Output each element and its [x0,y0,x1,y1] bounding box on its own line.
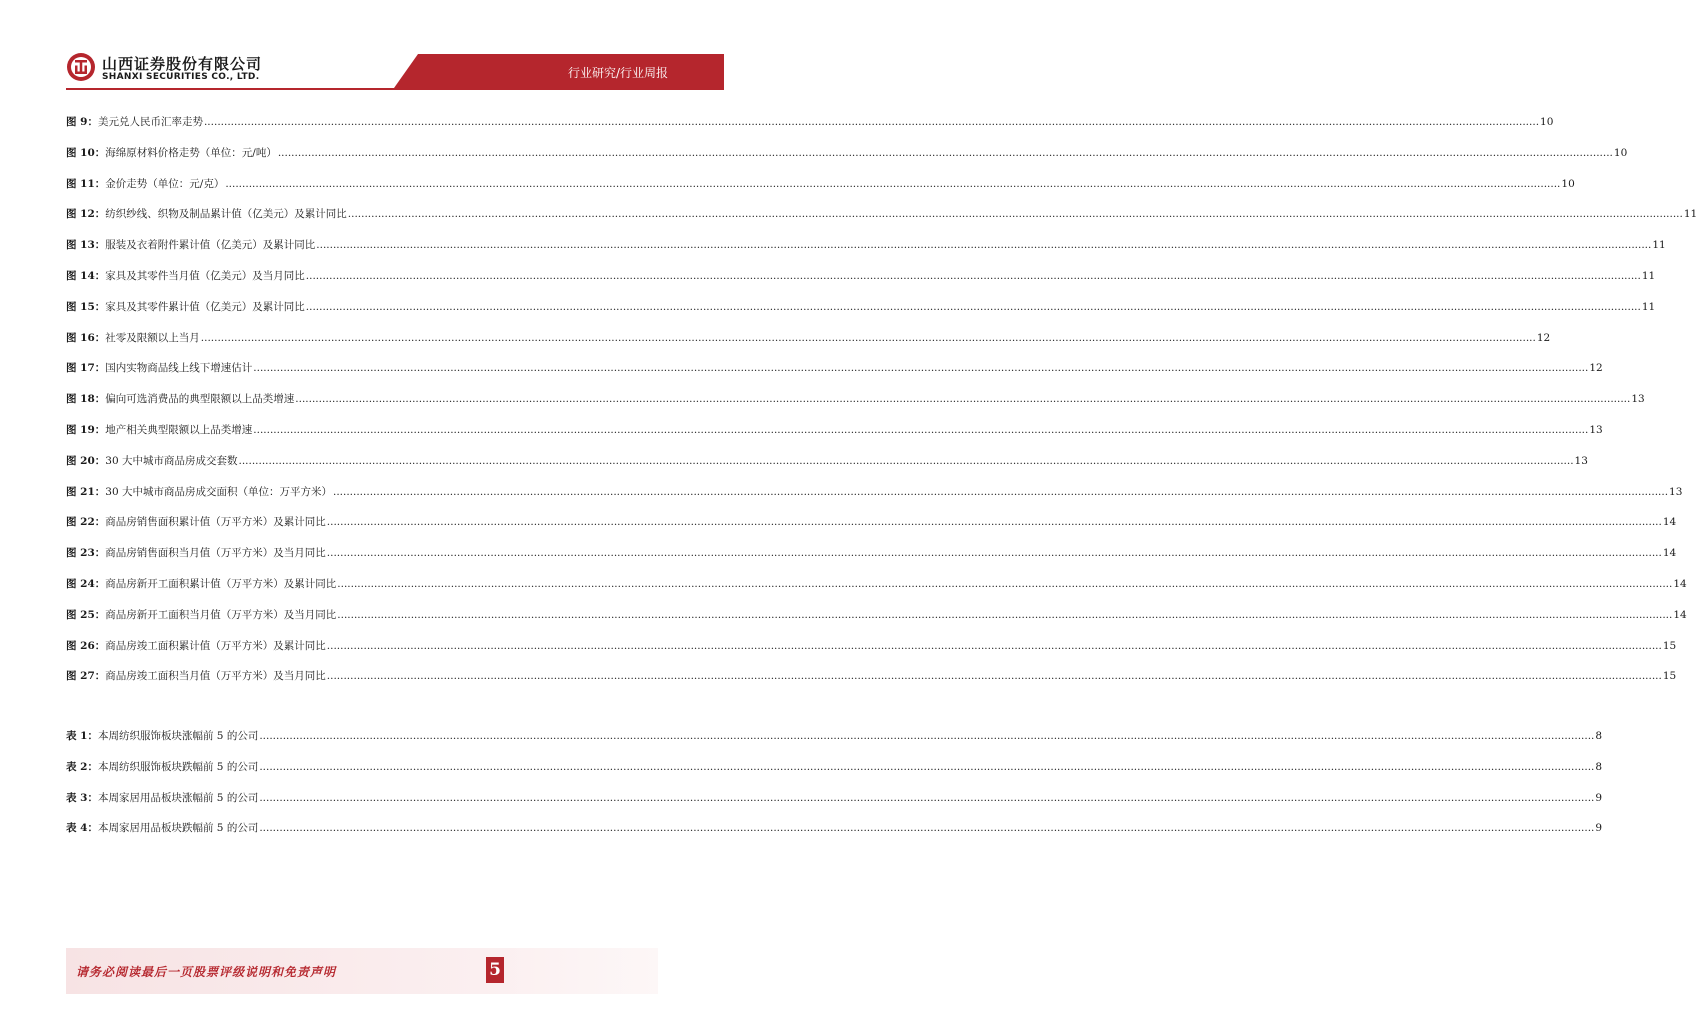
table-entry-label: 表 3： [66,792,98,804]
dot-leader: ................................................................................................................................................................................................................................................................................................................................................................................................................ [326,640,1662,652]
figure-entry-label: 图 23： [66,547,106,559]
figure-entry-label: 图 14： [66,270,106,282]
table-entry-title: 本周家居用品板块跌幅前 5 的公司 [97,822,259,834]
figure-entry-label: 图 22： [66,516,106,528]
page-header [0,0,724,110]
figure-entry-label: 图 25： [66,609,106,621]
figure-entry-title: 海绵原材料价格走势（单位：元/吨） [105,147,277,159]
page-footer [0,948,724,994]
figure-entry-title: 商品房销售面积当月值（万平方米）及当月同比 [105,547,326,559]
figure-entry-label: 图 26： [66,640,106,652]
figure-entry-page: 11 [1641,301,1656,313]
dot-leader: ................................................................................................................................................................................................................................................................................................................................................................................................................ [259,761,1595,773]
figure-entry-page: 14 [1662,547,1677,559]
company-name-en: SHANXI SECURITIES CO., LTD. [102,72,260,82]
figure-entry-label: 图 10： [66,147,106,159]
table-entry[interactable] [66,726,1603,746]
figure-entry-title: 服装及衣着附件累计值（亿美元）及累计同比 [105,239,316,251]
dot-leader: ................................................................................................................................................................................................................................................................................................................................................................................................................ [277,147,1613,159]
figure-entry[interactable] [66,112,1554,132]
figure-entry[interactable] [66,512,1677,532]
figure-entry-label: 图 19： [66,424,106,436]
dot-leader: ................................................................................................................................................................................................................................................................................................................................................................................................................ [200,332,1536,344]
figure-entry-label: 图 11： [66,178,106,190]
figure-entry-title: 偏向可选消费品的典型限额以上品类增速 [105,393,295,405]
figure-entry[interactable] [66,666,1677,686]
table-entry-page: 8 [1595,761,1603,773]
figure-entry-title: 商品房销售面积累计值（万平方米）及累计同比 [105,516,326,528]
report-type: 行业研究/行业周报 [567,66,668,80]
dot-leader: ................................................................................................................................................................................................................................................................................................................................................................................................................ [238,455,1574,467]
table-entry[interactable] [66,818,1603,838]
figure-entry-title: 美元兑人民币汇率走势 [97,116,203,128]
dot-leader: ................................................................................................................................................................................................................................................................................................................................................................................................................ [326,547,1662,559]
dot-leader: ................................................................................................................................................................................................................................................................................................................................................................................................................ [326,516,1662,528]
figure-entry[interactable] [66,266,1656,286]
dot-leader: ................................................................................................................................................................................................................................................................................................................................................................................................................ [347,208,1683,220]
dot-leader: ................................................................................................................................................................................................................................................................................................................................................................................................................ [253,424,1589,436]
figure-entry-page: 14 [1673,578,1687,590]
dot-leader: ................................................................................................................................................................................................................................................................................................................................................................................................................ [253,362,1589,374]
figure-entry-title: 30 大中城市商品房成交面积（单位：万平方米） [105,486,332,498]
figure-entry-page: 13 [1589,424,1603,436]
figure-entry-title: 商品房新开工面积当月值（万平方米）及当月同比 [105,609,337,621]
header-ribbon [394,54,724,88]
figure-entry-label: 图 12： [66,208,106,220]
figure-entry-title: 纺织纱线、织物及制品累计值（亿美元）及累计同比 [105,208,347,220]
figure-entry[interactable] [66,636,1677,656]
dot-leader: ................................................................................................................................................................................................................................................................................................................................................................................................................ [337,578,1673,590]
figure-entry-page: 13 [1631,393,1645,405]
figure-entry-title: 家具及其零件当月值（亿美元）及当月同比 [105,270,305,282]
figure-entry-page: 12 [1536,332,1551,344]
figure-entry-page: 14 [1673,609,1687,621]
figure-entry-title: 商品房新开工面积累计值（万平方米）及累计同比 [105,578,337,590]
figure-entry-label: 图 9： [66,116,98,128]
dot-leader: ................................................................................................................................................................................................................................................................................................................................................................................................................ [305,270,1641,282]
figure-entry-title: 家具及其零件累计值（亿美元）及累计同比 [105,301,305,313]
figure-entry[interactable] [66,204,1697,224]
figure-entry-label: 图 21： [66,486,106,498]
figure-entry-page: 14 [1662,516,1677,528]
dot-leader: ................................................................................................................................................................................................................................................................................................................................................................................................................ [225,178,1561,190]
table-entry[interactable] [66,788,1603,808]
table-entry-label: 表 2： [66,761,98,773]
figure-entry-page: 11 [1652,239,1666,251]
table-entry-label: 表 1： [66,730,98,742]
figure-entry-page: 15 [1662,640,1677,652]
figure-entry-page: 10 [1540,116,1554,128]
figure-entry-label: 图 17： [66,362,106,374]
figure-entry-page: 11 [1641,270,1656,282]
figure-entry[interactable] [66,543,1677,563]
dot-leader: ................................................................................................................................................................................................................................................................................................................................................................................................................ [203,116,1540,128]
figure-entry[interactable] [66,297,1656,317]
figure-entry-page: 10 [1561,178,1575,190]
figure-entry[interactable] [66,389,1645,409]
figure-entry-title: 国内实物商品线上线下增速估计 [105,362,253,374]
table-entry-title: 本周纺织服饰板块涨幅前 5 的公司 [97,730,259,742]
header-divider [66,88,724,90]
figure-entry-label: 图 15： [66,301,106,313]
figure-entry-title: 30 大中城市商品房成交套数 [105,455,238,467]
table-entry-title: 本周家居用品板块涨幅前 5 的公司 [97,792,259,804]
figure-entry[interactable] [66,235,1666,255]
page-number: 5 [486,957,504,983]
figure-entry-label: 图 18： [66,393,106,405]
figure-entry-page: 10 [1613,147,1628,159]
figure-entry-title: 金价走势（单位：元/克） [105,178,225,190]
dot-leader: ................................................................................................................................................................................................................................................................................................................................................................................................................ [259,730,1595,742]
figure-entry[interactable] [66,143,1628,163]
figure-entry[interactable] [66,358,1603,378]
table-entry-label: 表 4： [66,822,98,834]
dot-leader: ................................................................................................................................................................................................................................................................................................................................................................................................................ [332,486,1669,498]
figure-entry[interactable] [66,174,1575,194]
figure-entry-label: 图 16： [66,332,106,344]
table-entry-title: 本周纺织服饰板块跌幅前 5 的公司 [97,761,259,773]
figure-entry-page: 13 [1574,455,1588,467]
figure-entry[interactable] [66,328,1551,348]
dot-leader: ................................................................................................................................................................................................................................................................................................................................................................................................................ [337,609,1673,621]
figure-entry-page: 15 [1662,670,1677,682]
figure-entry-label: 图 13： [66,239,106,251]
figure-entry-page: 13 [1669,486,1683,498]
dot-leader: ................................................................................................................................................................................................................................................................................................................................................................................................................ [295,393,1631,405]
table-entry-page: 9 [1595,822,1603,834]
disclaimer-notice: 请务必阅读最后一页股票评级说明和免责声明 [76,965,337,979]
figure-entry-page: 12 [1589,362,1603,374]
dot-leader: ................................................................................................................................................................................................................................................................................................................................................................................................................ [305,301,1641,313]
table-entry[interactable] [66,757,1603,777]
figure-entry[interactable] [66,574,1687,594]
figure-entry-label: 图 24： [66,578,106,590]
table-entry-page: 8 [1595,730,1603,742]
dot-leader: ................................................................................................................................................................................................................................................................................................................................................................................................................ [326,670,1662,682]
figure-entry[interactable] [66,605,1687,625]
shanxi-securities-logo-icon [66,52,96,82]
figure-entry-label: 图 27： [66,670,106,682]
figure-entry-title: 地产相关典型限额以上品类增速 [105,424,253,436]
company-name-cn: 山西证券股份有限公司 [102,55,263,73]
figure-entry-title: 商品房竣工面积当月值（万平方米）及当月同比 [105,670,326,682]
figure-entry-page: 11 [1683,208,1697,220]
figure-entry[interactable] [66,420,1603,440]
figure-entry[interactable] [66,482,1683,502]
table-entry-page: 9 [1595,792,1603,804]
figure-entry-title: 社零及限额以上当月 [105,332,200,344]
figure-entry[interactable] [66,451,1588,471]
figure-entry-title: 商品房竣工面积累计值（万平方米）及累计同比 [105,640,326,652]
dot-leader: ................................................................................................................................................................................................................................................................................................................................................................................................................ [259,792,1595,804]
dot-leader: ................................................................................................................................................................................................................................................................................................................................................................................................................ [259,822,1595,834]
dot-leader: ................................................................................................................................................................................................................................................................................................................................................................................................................ [316,239,1652,251]
figure-entry-label: 图 20： [66,455,106,467]
